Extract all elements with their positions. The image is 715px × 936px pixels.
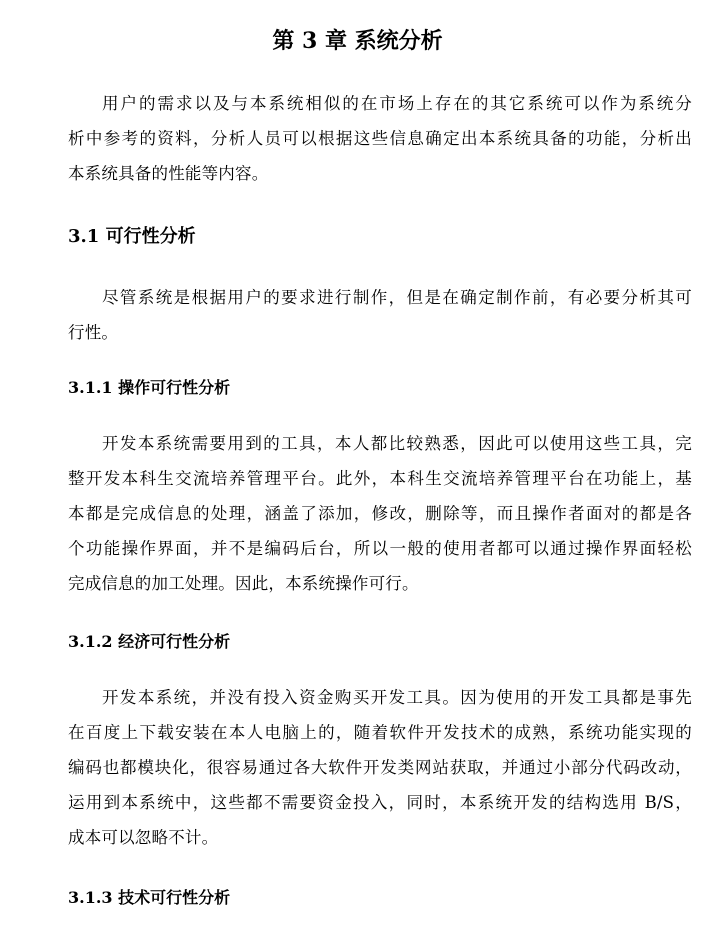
section-3-1-2-paragraph: [68, 680, 692, 855]
paragraph-line: 开发本系统需要用到的工具，本人都比较熟悉，因此可以使用这些工具，完: [102, 434, 692, 453]
paragraph-line: 编码也都模块化，很容易通过各大软件开发类网站获取，并通过小部分代码改动，: [68, 758, 692, 777]
section-heading-3-1-1: 3.1.1 操作可行性分析: [68, 378, 231, 397]
section-heading-3-1-3: 3.1.3 技术可行性分析: [68, 888, 231, 907]
paragraph-line: 个功能操作界面，并不是编码后台，所以一般的使用者都可以通过操作界面轻松: [68, 539, 692, 558]
paragraph-line: 本系统具备的性能等内容。: [68, 164, 269, 183]
section-heading-3-1: 3.1 可行性分析: [68, 226, 196, 247]
intro-paragraph: [68, 86, 692, 191]
paragraph-line: 运用到本系统中，这些都不需要资金投入，同时，本系统开发的结构选用 B/S，: [68, 793, 692, 812]
paragraph-line: 开发本系统，并没有投入资金购买开发工具。因为使用的开发工具都是事先: [102, 688, 692, 707]
paragraph-line: 本都是完成信息的处理，涵盖了添加，修改，删除等，而且操作者面对的都是各: [68, 504, 692, 523]
paragraph-line: 行性。: [68, 323, 119, 342]
chapter-title: 第 3 章 系统分析: [272, 28, 443, 54]
paragraph-line: 在百度上下载安装在本人电脑上的，随着软件开发技术的成熟，系统功能实现的: [68, 723, 692, 742]
paragraph-line: 成本可以忽略不计。: [68, 828, 219, 847]
section-heading-3-1-2: 3.1.2 经济可行性分析: [68, 632, 231, 651]
paragraph-line: 用户的需求以及与本系统相似的在市场上存在的其它系统可以作为系统分: [102, 94, 692, 113]
paragraph-line: 析中参考的资料，分析人员可以根据这些信息确定出本系统具备的功能，分析出: [68, 129, 692, 148]
section-3-1-1-paragraph: [68, 426, 692, 601]
paragraph-line: 完成信息的加工处理。因此，本系统操作可行。: [68, 574, 419, 593]
paragraph-line: 尽管系统是根据用户的要求进行制作，但是在确定制作前，有必要分析其可: [102, 288, 692, 307]
paragraph-line: 整开发本科生交流培养管理平台。此外，本科生交流培养管理平台在功能上，基: [68, 469, 692, 488]
section-3-1-paragraph: [68, 280, 692, 350]
